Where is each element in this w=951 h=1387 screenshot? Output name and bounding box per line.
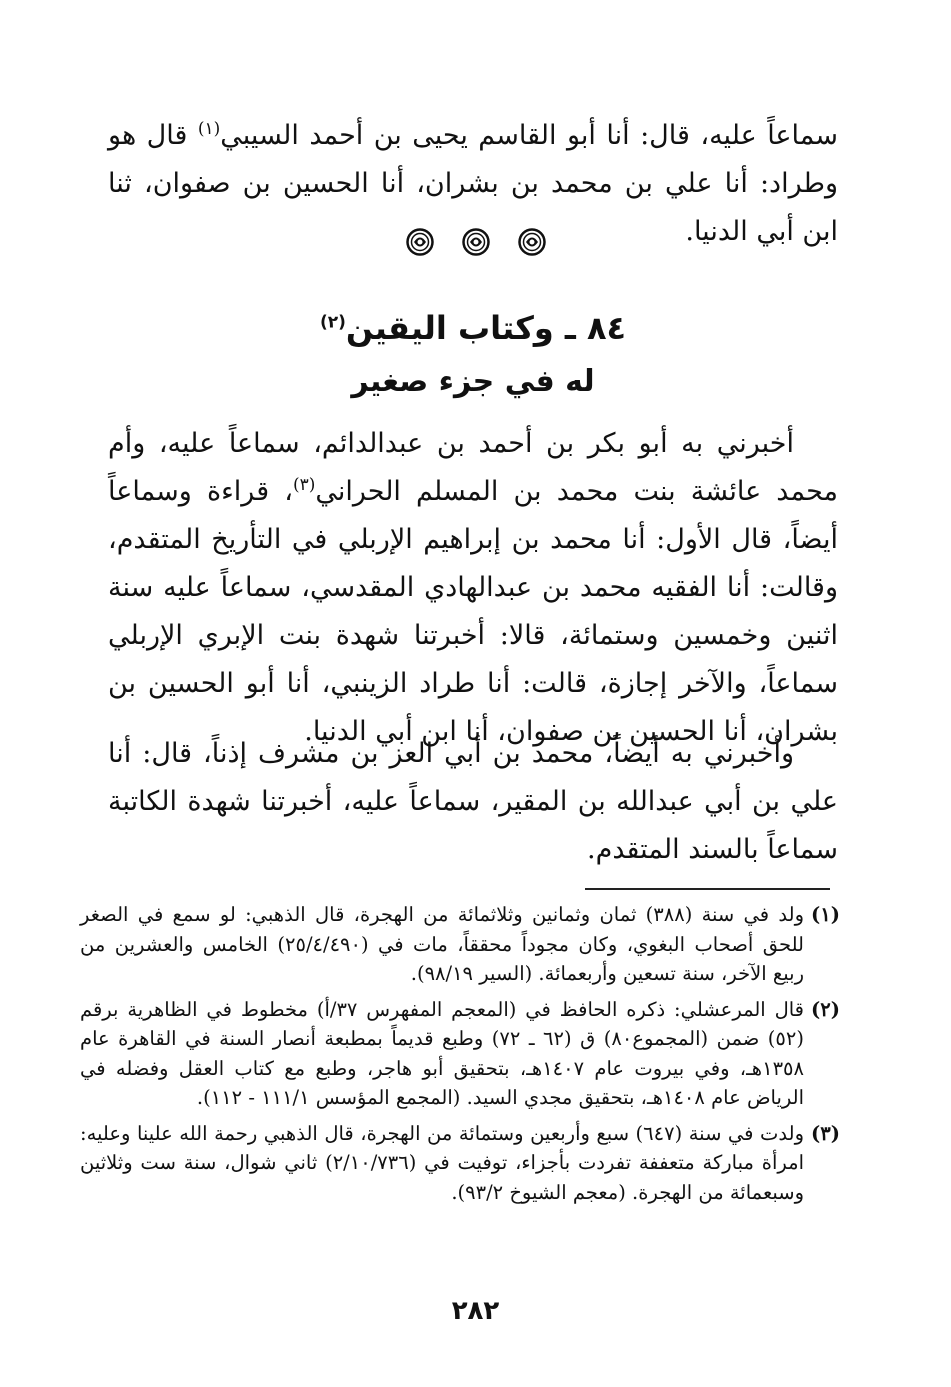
footnote-number: (١) (811, 903, 840, 926)
footnote-number: (٢) (811, 997, 840, 1021)
footnote-text: ولد في سنة (٣٨٨) ثمان وثمانين وثلاثمائة من الهجرة، قال الذهبي: لو سمع في الصغر للحق أصحاب البغوي، وكان مجوداً محققاً، مات في (٢٥/٤/٤٩٠) الخامس والعشرين من ربيع الآخر، سنة تسعين وأربعمائة. (السير ٩٨/١٩). (80, 903, 804, 985)
footnote-3 (80, 1119, 840, 1208)
page-number: ٢٨٢ (451, 1296, 500, 1326)
continuation-line-1: سماعاً عليه، قال: أنا أبو القاسم يحيى بن أحمد السيبي (220, 120, 838, 151)
footnote-ref-1: (١) (197, 119, 221, 139)
body-paragraph-2 (108, 730, 838, 874)
body-paragraph-1-part-1: أخبرني به أبو بكر بن أحمد بن عبدالدائم، سماعاً عليه، وأم محمد عائشة بنت محمد بن المسلم الحراني (108, 428, 838, 507)
body-paragraph-1-part-2: ، قراءة وسماعاً أيضاً، قال الأول: أنا محمد بن إبراهيم الإربلي في التأريخ المتقدم، وقالت: أنا الفقيه محمد بن عبدالهادي المقدسي، سماعاً عليه سنة اثنين وخمسين وستمائة، قالا: أخبرتنا شهدة بنت الإبري الإربلي سماعاً، والآخر إجازة، قالت: أنا طراد الزينبي، أنا أبو الحسين بن بشران، أنا الحسين بن صفوان، أنا ابن أبي الدنيا. (108, 476, 838, 747)
section-title (108, 306, 838, 350)
footnote-1 (80, 900, 840, 989)
footnote-number: (٣) (811, 1121, 840, 1145)
footnote-text: ولدت في سنة (٦٤٧) سبع وأربعين وستمائة من الهجرة، قال الذهبي رحمة الله علينا وعليه: امرأة مباركة متعففة تفردت بأجزاء، توفيت في (٢/١٠/٧٣٦) ثاني شوال، سنة ست وثلاثين وسبعمائة من الهجرة. (معجم الشيوخ ٩٣/٢). (80, 1121, 804, 1204)
section-subtitle: له في جزء صغير (351, 364, 595, 399)
continuation-line-1-end: قال هو وطراد: (108, 120, 838, 199)
ornament-icon (406, 228, 434, 256)
ornament-divider (0, 228, 951, 256)
section-title-text: ٨٤ ـ وكتاب اليقين (345, 309, 627, 347)
footnote-ref-2: (٢) (319, 312, 346, 333)
ornament-icon (518, 228, 546, 256)
footnote-ref-3: (٣) (292, 475, 316, 495)
continuation-line-2: أنا علي بن محمد بن بشران، أنا الحسين بن صفوان، ثنا ابن أبي الدنيا. (108, 168, 838, 247)
body-paragraph-2-text: وأخبرني به أيضاً، محمد بن أبي العز بن مشرف إذناً، قال: أنا علي بن أبي عبدالله بن المقير، سماعاً عليه، أخبرتنا شهدة الكاتبة سماعاً بالسند المتقدم. (108, 738, 838, 865)
ornament-icon (462, 228, 490, 256)
footnotes (80, 900, 840, 1213)
footnote-2 (80, 995, 840, 1113)
footnote-divider (585, 888, 830, 890)
footnote-text: قال المرعشلي: ذكره الحافظ في (المعجم المفهرس ٣٧/أ) مخطوط في الظاهرية برقم (٥٢) ضمن (المجموع٨٠) ق (٦٢ ـ ٧٢) وطبع قديماً بمطبعة أنصار السنة في القاهرة عام ١٣٥٨هـ، وفي بيروت عام ١٤٠٧هـ، بتحقيق أبو هاجر، وطبع مع كتاب العقل وفضله في الرياض عام ١٤٠٨هـ، بتحقيق مجدي السيد. (المجمع المؤسس ١١١/١ - ١١٢). (80, 997, 804, 1109)
body-paragraph-1 (108, 420, 838, 756)
